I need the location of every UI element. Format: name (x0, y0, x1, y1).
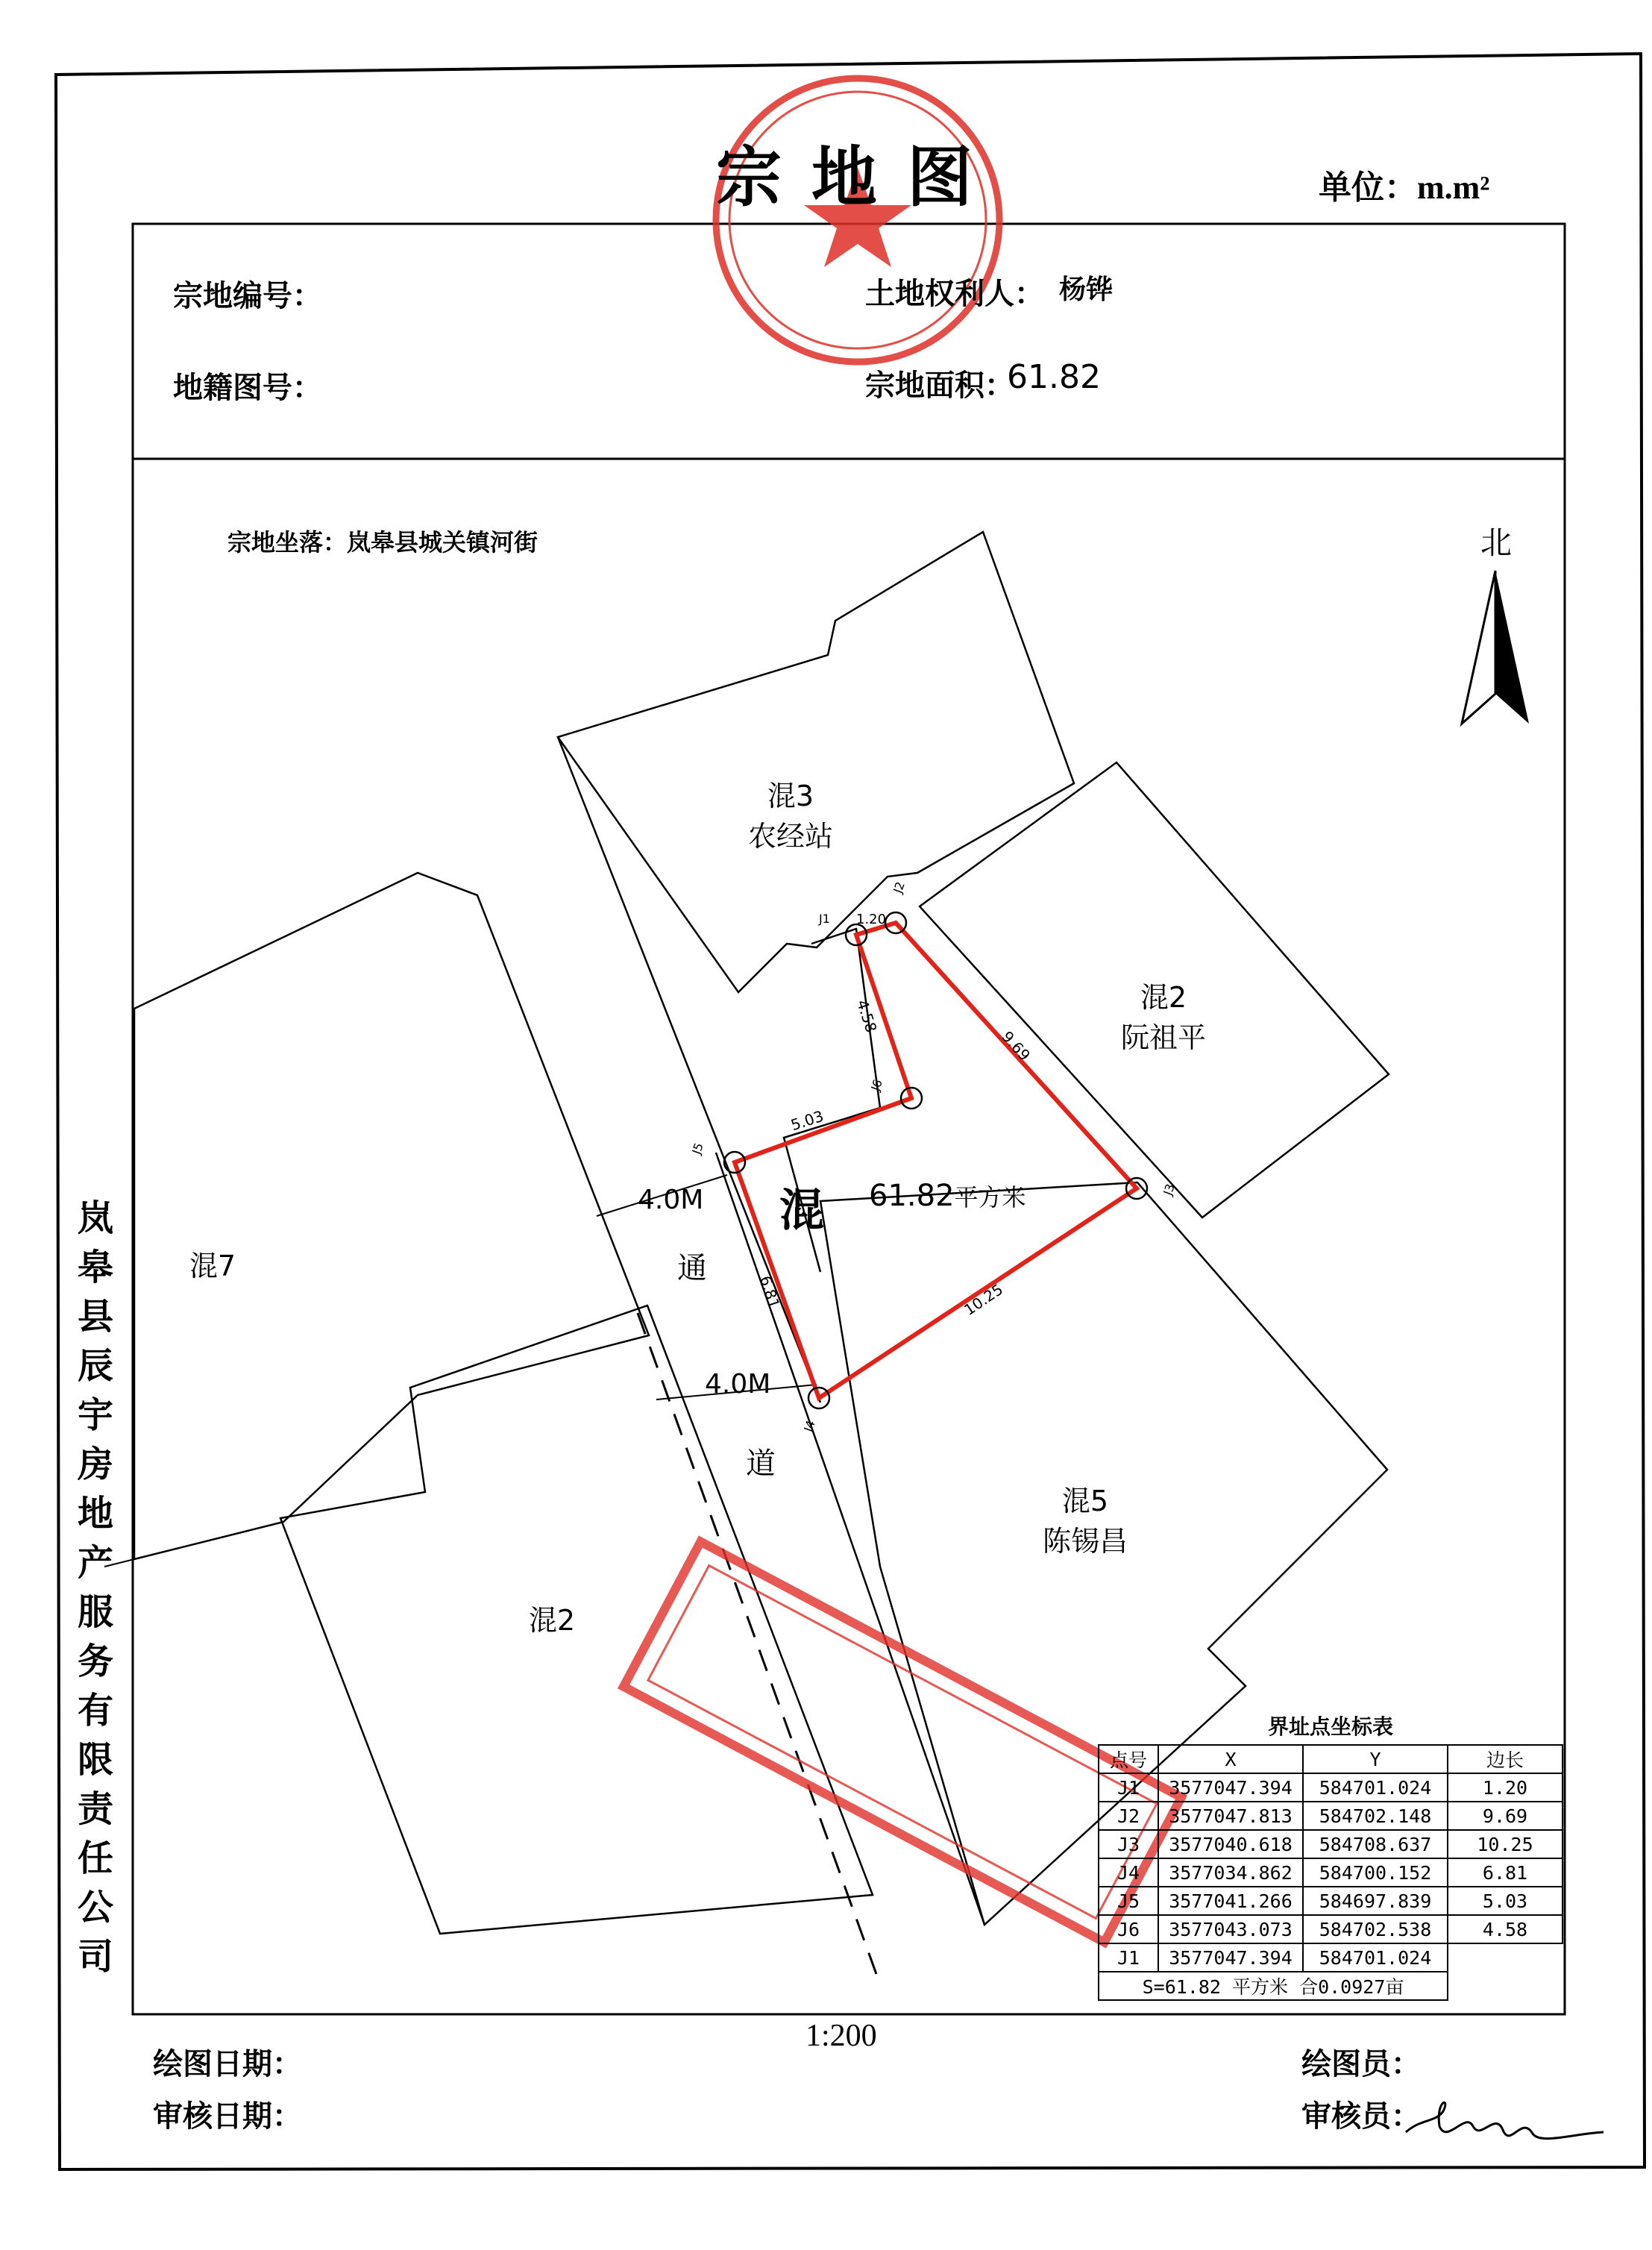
cell-point: J4 (1099, 1858, 1158, 1887)
neighbor-owner: 阮祖平 (1120, 1021, 1206, 1054)
col-header-point: 点号 (1099, 1745, 1158, 1773)
col-header-edge: 边长 (1448, 1745, 1563, 1773)
parcel-boundary (735, 923, 1137, 1398)
cell-x: 3577041.266 (1158, 1887, 1303, 1915)
edge-table-row (1448, 1887, 1563, 1915)
coord-table-row (1099, 1858, 1448, 1887)
coord-table-summary: S=61.82 平方米 合0.0927亩 (1099, 1972, 1448, 2000)
scale-label: 1:200 (805, 2019, 877, 2053)
edge-table-row (1448, 1858, 1563, 1887)
cell-x: 3577047.394 (1158, 1773, 1303, 1802)
round-stamp-icon (716, 78, 999, 362)
cell-y: 584701.024 (1303, 1773, 1448, 1802)
cell-edge-length: 9.69 (1448, 1802, 1563, 1830)
page-title: 宗地图 (716, 138, 1003, 216)
parcel-no-label: 宗地编号： (173, 279, 322, 313)
vertex-label-j6: J6 (867, 1077, 885, 1093)
edge-label-j2-j3: 9.69 (998, 1027, 1034, 1065)
draw-date-label: 绘图日期： (153, 2047, 302, 2081)
neighbor-label-nongjingzhan (738, 776, 843, 856)
area-label: 宗地面积： (865, 369, 1014, 403)
col-header-x: X (1158, 1745, 1303, 1773)
coord-table (1098, 1744, 1448, 2001)
north-arrow-icon (1462, 571, 1529, 724)
cell-edge-length: 6.81 (1448, 1858, 1563, 1887)
info-box (133, 224, 1565, 459)
cell-point: J5 (1099, 1887, 1158, 1915)
cell-y: 584702.148 (1303, 1802, 1448, 1830)
parcel-area-unit: 平方米 (954, 1183, 1026, 1212)
edge-table-row (1448, 1830, 1563, 1858)
vertex-label-j2: J2 (890, 880, 908, 895)
vertex-label-j4: J4 (800, 1418, 818, 1434)
edge-table-row (1448, 1773, 1563, 1802)
cell-point: J2 (1099, 1802, 1158, 1830)
neighbor-owner: 农经站 (747, 820, 833, 853)
cell-y: 584708.637 (1303, 1830, 1448, 1858)
unit-label-text: 单位： (1319, 169, 1417, 207)
parcel-area-value: 61.82 (869, 1179, 955, 1213)
coord-table-row (1099, 1887, 1448, 1915)
cell-x: 3577047.813 (1158, 1802, 1303, 1830)
cell-edge-length: 4.58 (1448, 1915, 1563, 1943)
coord-table-row (1099, 1773, 1448, 1802)
road-label-dao: 道 (746, 1447, 776, 1481)
edge-label-j3-j4: 10.25 (961, 1280, 1007, 1319)
cell-point: J6 (1099, 1915, 1158, 1943)
unit-label (1319, 160, 1490, 208)
coord-table-summary-row (1099, 1972, 1448, 2000)
neighbor-owner: 陈锡昌 (1042, 1525, 1128, 1558)
coord-table-title: 界址点坐标表 (1268, 1714, 1394, 1739)
neighbor-label-ruanzuping (1111, 977, 1216, 1058)
cell-edge-length: 5.03 (1448, 1887, 1563, 1915)
cell-point: J3 (1099, 1830, 1158, 1858)
vertex-label-j1: J1 (819, 912, 830, 926)
coord-table-row (1099, 1830, 1448, 1858)
cell-edge-length: 10.25 (1448, 1830, 1563, 1858)
edge-label-j4-j5: 6.81 (756, 1273, 784, 1311)
road-width-1: 4.0M (638, 1185, 704, 1215)
edge-table-row (1448, 1802, 1563, 1830)
edge-table-row (1448, 1915, 1563, 1943)
parcel-area-label (869, 1179, 1026, 1213)
side-company-text: 岚皋县辰宇房地产服务有限责任公司 (77, 1197, 113, 1978)
neighbor-code: 混3 (767, 780, 814, 812)
coord-table-row (1099, 1915, 1448, 1943)
north-label: 北 (1480, 524, 1513, 561)
cell-point: J1 (1099, 1943, 1158, 1972)
neighbor-label-hun2-south (507, 1600, 597, 1641)
plot-nongjingzhan (558, 532, 1074, 992)
edge-label-j5-j6: 5.03 (788, 1106, 826, 1135)
cell-y: 584702.538 (1303, 1915, 1448, 1943)
vertex-label-j5: J5 (688, 1141, 706, 1156)
neighbor-code: 混2 (1140, 981, 1187, 1014)
col-header-y: Y (1303, 1745, 1448, 1773)
edge-label-j6-j1: 4.58 (852, 997, 881, 1035)
cell-edge-length: 1.20 (1448, 1773, 1563, 1802)
road-label-tong: 通 (677, 1251, 707, 1285)
road-dashed-line (638, 1313, 880, 1984)
neighbor-code: 混7 (189, 1250, 236, 1282)
cell-y: 584701.024 (1303, 1943, 1448, 1972)
neighbor-label-chenxichang (1033, 1481, 1137, 1561)
plot-hun7 (134, 873, 649, 1559)
vertex-label-j3: J3 (1160, 1182, 1178, 1197)
neighbor-code: 混2 (528, 1604, 576, 1637)
reviewer-label: 审核员： (1301, 2099, 1421, 2134)
coord-table-row (1099, 1802, 1448, 1830)
edge-label-j1-j2: 1.20 (856, 912, 887, 927)
coord-table-row (1099, 1943, 1448, 1972)
cell-x: 3577040.618 (1158, 1830, 1303, 1858)
location-label: 宗地坐落：岚皋县城关镇河街 (227, 528, 538, 557)
edge-table-header (1448, 1745, 1563, 1773)
cell-point: J1 (1099, 1773, 1158, 1802)
edge-table-wrap (1447, 1744, 1563, 1944)
drawer-label: 绘图员： (1301, 2047, 1421, 2081)
area-value: 61.82 (1007, 358, 1101, 396)
cell-y: 584700.152 (1303, 1858, 1448, 1887)
cell-x: 3577043.073 (1158, 1915, 1303, 1943)
vertex-markers (724, 912, 1147, 1408)
cell-y: 584697.839 (1303, 1887, 1448, 1915)
coord-table-wrap (1098, 1744, 1448, 2001)
unit-value: m.m² (1417, 169, 1490, 206)
reviewer-signature-icon (1406, 2102, 1604, 2138)
side-leader-line (104, 1522, 283, 1567)
owner-value: 杨铧 (1059, 275, 1114, 305)
cell-x: 3577034.862 (1158, 1858, 1303, 1887)
coord-table-header (1099, 1745, 1448, 1773)
review-date-label: 审核日期： (153, 2099, 302, 2134)
edge-table (1447, 1744, 1563, 1944)
parcel-symbol: 混 (779, 1185, 824, 1237)
neighbor-code: 混5 (1061, 1485, 1109, 1517)
owner-label: 土地权利人： (865, 277, 1044, 311)
road-width-2: 4.0M (705, 1369, 771, 1400)
cadastral-map-label: 地籍图号： (173, 371, 322, 405)
cell-x: 3577047.394 (1158, 1943, 1303, 1972)
neighbor-label-hun7 (168, 1246, 257, 1286)
